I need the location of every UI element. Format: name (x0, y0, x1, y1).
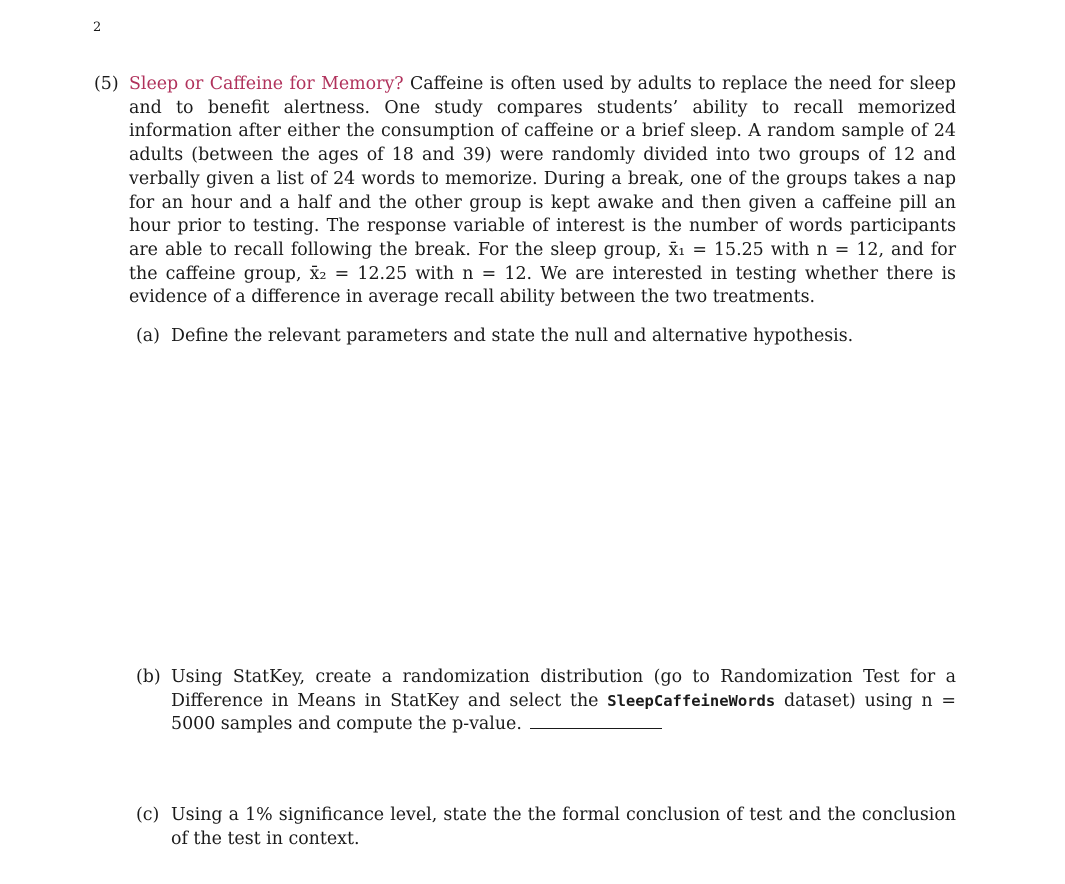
sleep-group-stat: x̄₁ = 15.25 with n = 12, (668, 239, 884, 260)
part-a (136, 325, 956, 349)
part-b-label: (b) (136, 667, 161, 687)
part-c (136, 804, 956, 851)
page-number: 2 (93, 20, 102, 35)
problem-number: (5) (94, 74, 119, 94)
dataset-name: SleepCaffeineWords (607, 691, 776, 710)
part-c-text: Using a 1% significance level, state the the formal conclusion of test and the conclusion of the test in context. (171, 805, 956, 849)
problem-title: Sleep or Caffeine for Memory? (129, 74, 404, 95)
problem-5 (94, 73, 956, 310)
part-b (136, 666, 956, 737)
part-b-body (136, 666, 956, 737)
part-a-label: (a) (136, 326, 160, 346)
problem-body (94, 73, 956, 310)
part-b-text-after: dataset) using n = 5000 samples and compute the p-value. (171, 690, 956, 735)
problem-text-end: We are interested in testing whether there is evidence of a difference in average recall ability between the two treatments. (129, 263, 956, 308)
p-value-answer-blank[interactable] (530, 727, 662, 729)
caffeine-group-stat: x̄₂ = 12.25 with n = 12. (309, 263, 533, 284)
part-a-text: Define the relevant parameters and state the null and alternative hypothesis. (171, 326, 854, 346)
problem-text-intro: Caffeine is often used by adults to replace the need for sleep and to benefit alertness. One study compares students’ ability to recall memorized information after either the consumption of caffeine or a brief sleep. A random sample of 24 adults (between the ages of 18 and 39) were randomly divided into two groups of 12 and verbally given a list of 24 words to memorize. During a break, one of the groups takes a nap for an hour and a half and the other group is kept awake and then given a caffeine pill an hour prior to testing. The response variable of interest is the number of words participants are able to recall following the break. For the sleep group, (129, 74, 956, 260)
part-b-text-before: Using StatKey, create a randomization distribution (go to Randomization Test for a Difference in Means in StatKey and select the (171, 667, 956, 711)
part-c-label: (c) (136, 805, 160, 825)
problem-text-mid: and for the caffeine group, (129, 239, 957, 284)
